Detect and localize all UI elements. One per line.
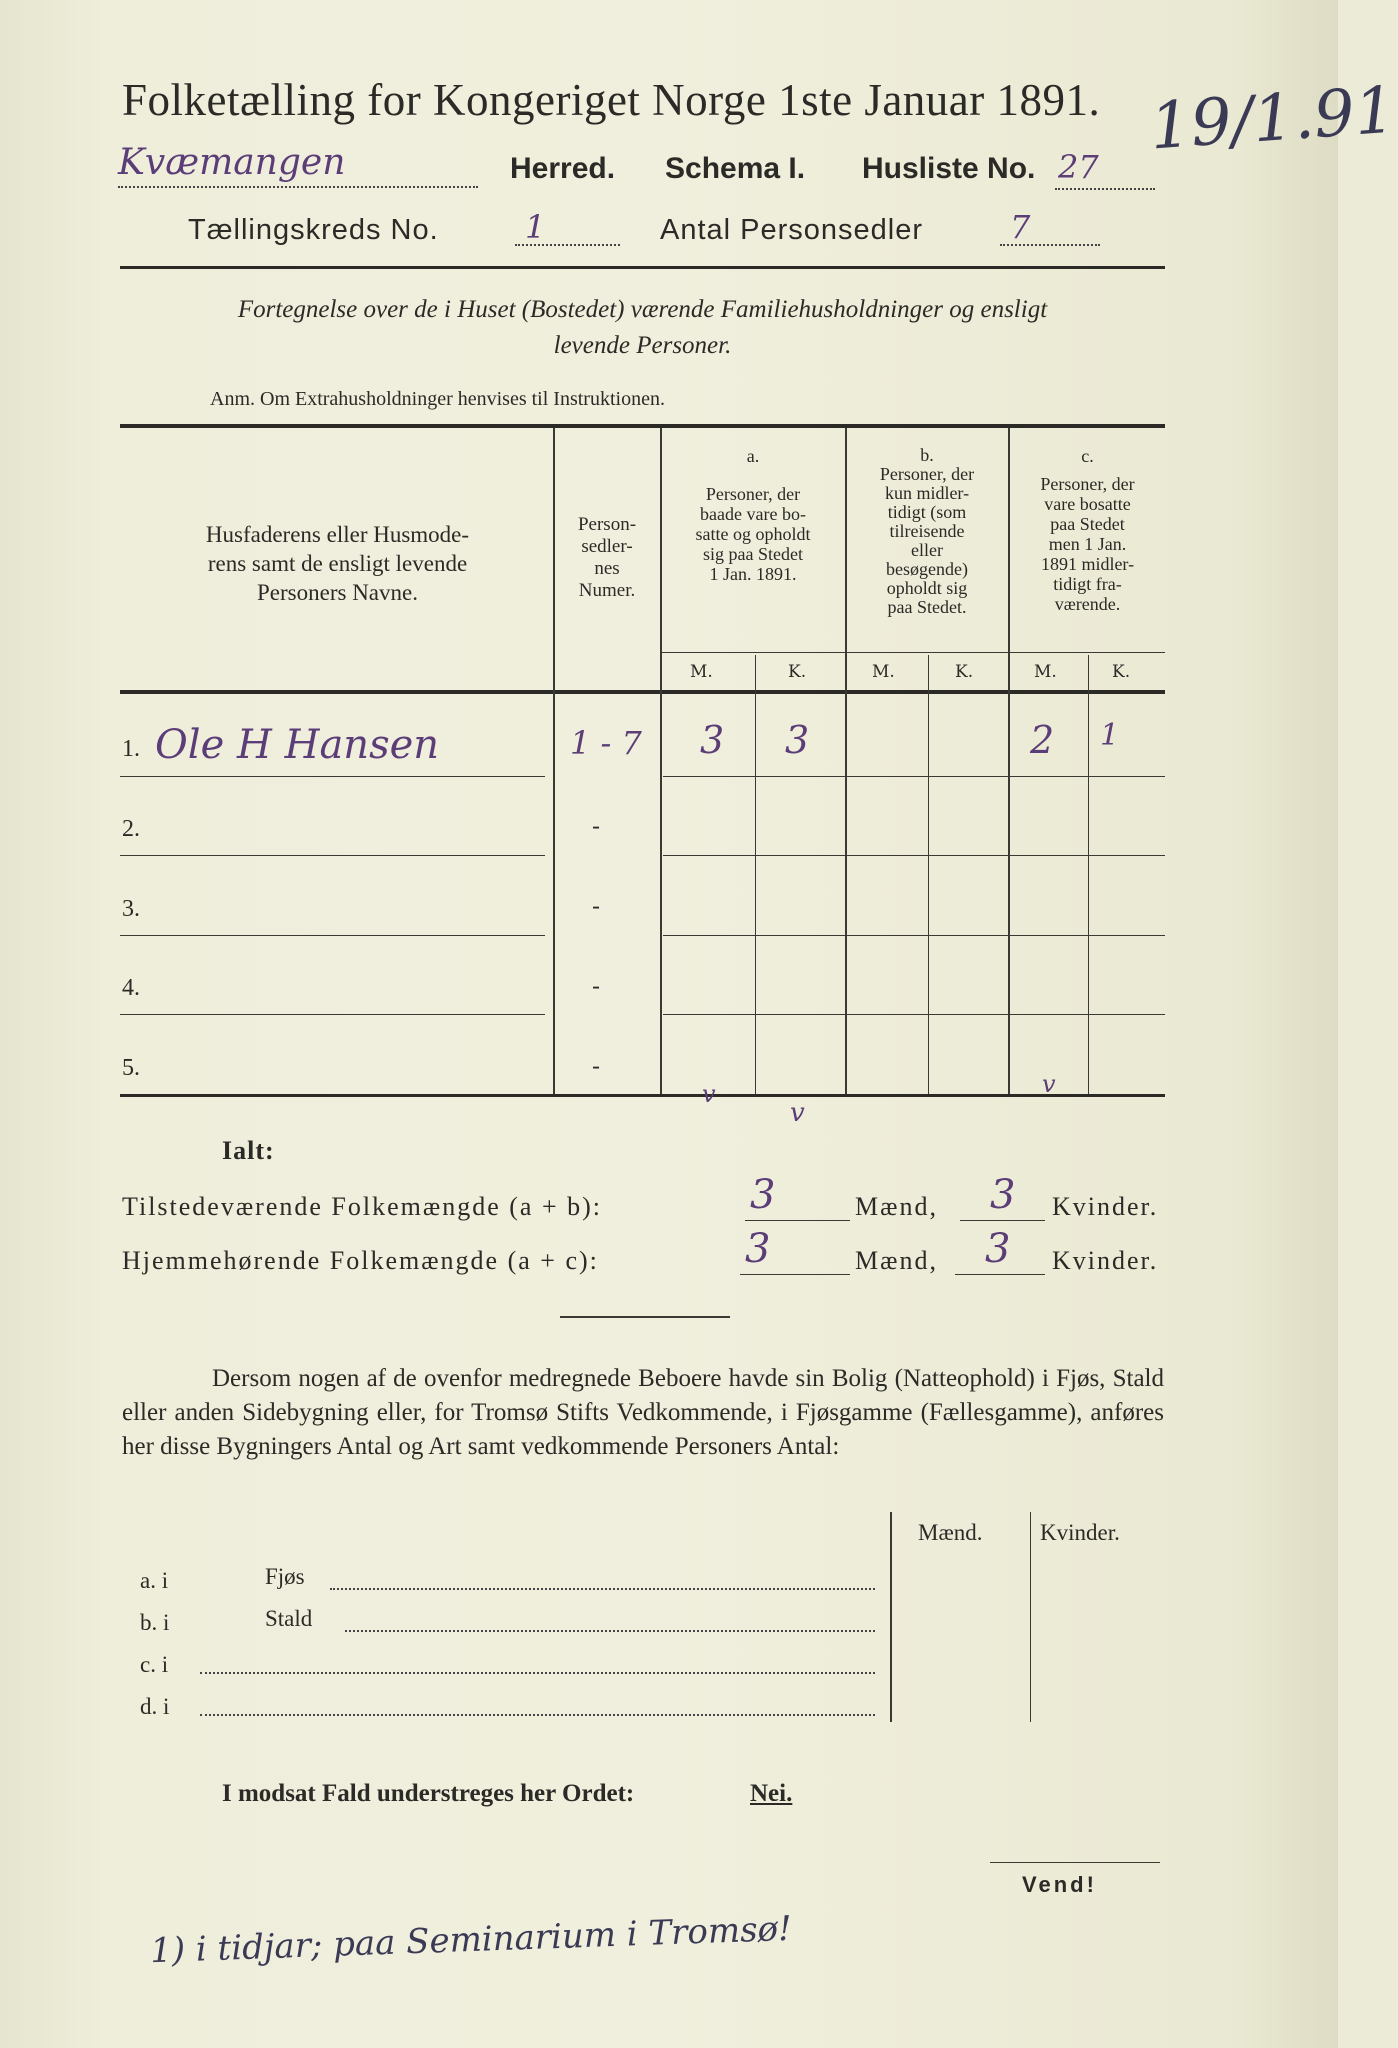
item-b-letter: b. i [140, 1610, 170, 1635]
hjem-label: Hjemmehørende Folkemængde (a + c): [122, 1246, 599, 1275]
vend-rule [990, 1862, 1160, 1863]
vend-label: Vend! [1022, 1872, 1097, 1897]
item-c-dots [200, 1672, 875, 1674]
item-a-label: Fjøs [265, 1564, 305, 1589]
kreds-value: 1 [525, 208, 546, 246]
a-m-header: M. [690, 662, 713, 682]
table-bottom-rule [120, 1094, 1165, 1097]
row-1-number: 1. [122, 736, 140, 762]
modsat-text: I modsat Fald understreges her Ordet: [222, 1780, 635, 1807]
antal-label: Antal Personsedler [660, 214, 924, 246]
row-line-3 [663, 935, 1165, 936]
item-b-label: Stald [265, 1606, 313, 1631]
intro-line2: levende Personer. [553, 332, 732, 359]
hjem-kvinder: Kvinder. [1052, 1246, 1159, 1275]
check-mark-b: v [790, 1098, 805, 1128]
row-line-1 [663, 776, 1165, 777]
item-d-letter: d. i [140, 1694, 170, 1719]
col-divider-a-mk [755, 655, 756, 1094]
col-header-b: b. Personer, der kun midler- tidigt (som tilreisende eller besøgende) opholdt sig paa Stedet. [879, 445, 975, 617]
tilst-m-value: 3 [750, 1172, 776, 1218]
hjem-k-line [955, 1274, 1045, 1275]
row-2-number: 2. [122, 816, 140, 842]
tilst-maend: Mænd, [855, 1192, 938, 1221]
item-b-dots [345, 1630, 875, 1632]
row-4-sedler: - [592, 972, 601, 1000]
b-m-header: M. [872, 662, 895, 682]
check-mark-c: v [1042, 1070, 1056, 1098]
hjem-m-value: 3 [745, 1226, 771, 1272]
row-1-a-m: 3 [700, 718, 725, 762]
ialt-label: Ialt: [222, 1136, 275, 1165]
row-5-sedler: - [592, 1052, 601, 1080]
anm-note: Anm. Om Extrahusholdninger henvises til Instruktionen. [210, 388, 665, 410]
kreds-label: Tællingskreds No. [188, 214, 439, 246]
kreds-dotted-line [515, 244, 620, 246]
herred-label: Herred. [510, 152, 616, 185]
a-k-header: K. [788, 662, 807, 682]
intro-line1: Fortegnelse over de i Huset (Bostedet) værende Familiehusholdninger og ensligt [237, 296, 1048, 323]
row-line-2-name [120, 855, 545, 856]
check-mark-a: v [702, 1080, 716, 1108]
row-2-sedler: - [592, 812, 601, 840]
herred-dotted-line [118, 186, 478, 188]
col-divider-num [660, 428, 662, 1094]
antal-dotted-line [1000, 244, 1100, 246]
mk-subheader-line [660, 652, 1165, 653]
husliste-value: 27 [1058, 148, 1099, 186]
row-line-2 [663, 855, 1165, 856]
sidebygning-paragraph: Dersom nogen af de ovenfor medregnede Beboere havde sin Bolig (Natteophold) i Fjøs, Stald eller anden Sidebygning eller, for Tromsø Stifts Vedkommende, i Fjøsgamme (Fællesgamme), anføres her disse Bygningers Antal og Art samt vedkommende Personers Antal: [122, 1365, 1164, 1460]
husliste-label: Husliste No. [862, 152, 1036, 185]
item-d-dots [200, 1714, 875, 1716]
col-divider-a [845, 428, 847, 1094]
row-line-1-name [120, 776, 545, 777]
date-note: 19/1.91 [1147, 73, 1398, 165]
col-header-a: a. Personer, der baade vare bo- satte og opholdt sig paa Stedet 1 Jan. 1891. [695, 446, 811, 584]
tilst-k-value: 3 [990, 1172, 1016, 1218]
row-line-4-name [120, 1014, 545, 1015]
mk-col-divider-mid [1030, 1512, 1031, 1722]
row-line-3-name [120, 935, 545, 936]
header-rule [120, 266, 1165, 269]
row-line-4 [663, 1014, 1165, 1015]
c-k-header: K. [1112, 662, 1131, 682]
item-a-dots [330, 1588, 875, 1590]
col-header-num: Person- sedler- nes Numer. [577, 514, 637, 601]
handwritten-note: 1) i tidjar; paa Seminarium i Tromsø! [149, 1908, 793, 1972]
nei-word: Nei. [750, 1780, 793, 1807]
schema-label: Schema I. [665, 152, 806, 185]
hjem-k-value: 3 [985, 1226, 1011, 1272]
row-1-sedler: 1 - 7 [570, 724, 642, 762]
c-m-header: M. [1034, 662, 1057, 682]
row-1-a-k: 3 [785, 718, 810, 762]
row-4-number: 4. [122, 975, 140, 1001]
row-3-number: 3. [122, 896, 140, 922]
herred-value: Kvæmangen [118, 142, 346, 183]
antal-value: 7 [1010, 208, 1031, 246]
tilst-m-line [745, 1220, 850, 1221]
tilst-kvinder: Kvinder. [1052, 1192, 1159, 1221]
item-c-letter: c. i [140, 1652, 169, 1677]
tilst-label: Tilstedeværende Folkemængde (a + b): [122, 1192, 602, 1221]
mk-col-divider-left [890, 1512, 892, 1722]
col-divider-c-mk [1088, 655, 1089, 1094]
col-header-name: Husfaderens eller Husmode- rens samt de ensligt levende Personers Navne. [205, 522, 470, 605]
tilst-k-line [960, 1220, 1045, 1221]
hjem-m-line [740, 1274, 850, 1275]
section-divider [560, 1316, 730, 1318]
col-divider-name [553, 428, 555, 1094]
row-1-c-m: 2 [1030, 718, 1055, 762]
hjem-maend: Mænd, [855, 1246, 938, 1275]
item-a-letter: a. i [140, 1568, 169, 1593]
row-5-number: 5. [122, 1055, 140, 1081]
row-3-sedler: - [592, 892, 601, 920]
husliste-dotted-line [1055, 188, 1155, 190]
b-k-header: K. [955, 662, 974, 682]
col-header-c: c. Personer, der vare bosatte paa Stedet men 1 Jan. 1891 midler- tidigt fra- værende. [1040, 446, 1135, 614]
col-maend-header: Mænd. [918, 1520, 983, 1545]
col-divider-b-mk [928, 655, 929, 1094]
row-1-c-k: 1 [1100, 718, 1120, 753]
col-kvinder-header: Kvinder. [1040, 1520, 1120, 1545]
form-title: Folketælling for Kongeriget Norge 1ste Januar 1891. [122, 75, 1101, 125]
row-1-name: Ole H Hansen [155, 722, 440, 768]
